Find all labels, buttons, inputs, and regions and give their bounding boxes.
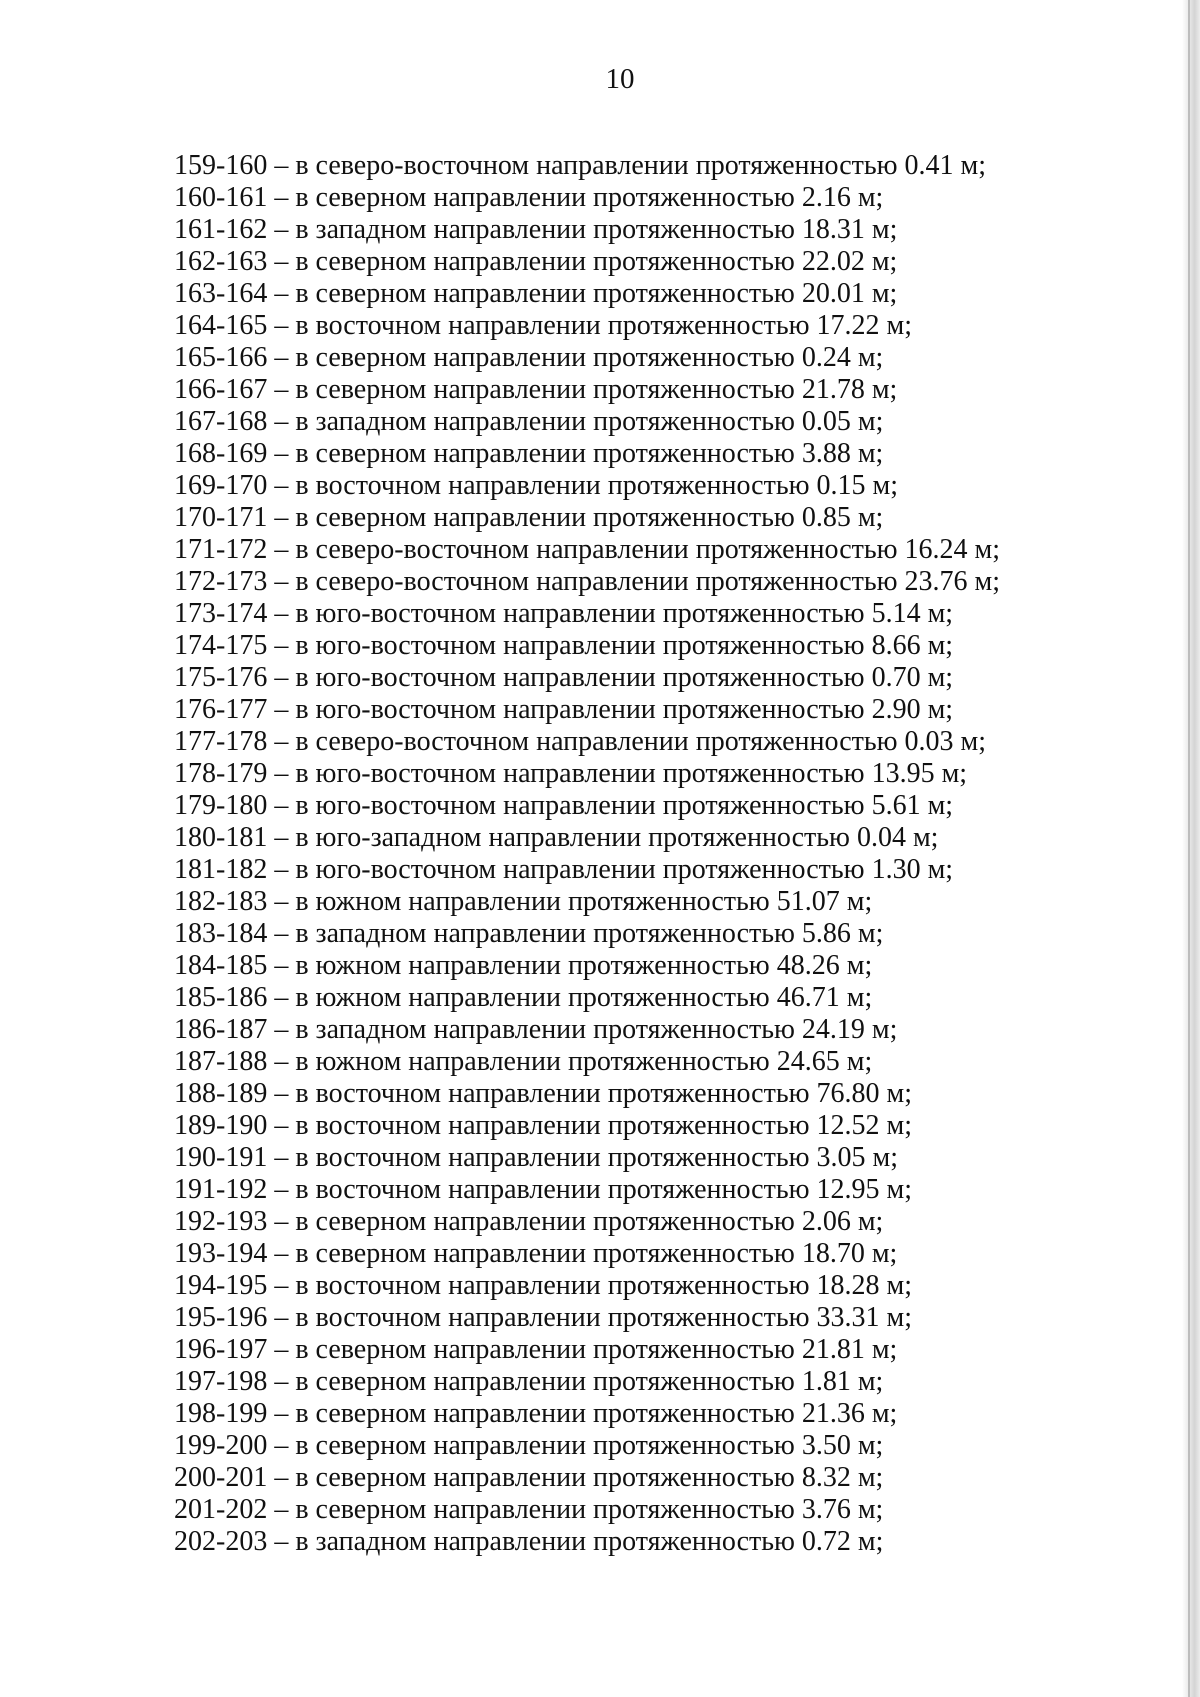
boundary-segment-entry: 170-171 – в северном направлении протяженностью 0.85 м; <box>174 502 884 533</box>
boundary-segment-entry: 189-190 – в восточном направлении протяженностью 12.52 м; <box>174 1110 913 1141</box>
boundary-segment-entry: 178-179 – в юго-восточном направлении протяженностью 13.95 м; <box>174 758 968 789</box>
boundary-segment-entry: 179-180 – в юго-восточном направлении протяженностью 5.61 м; <box>174 790 954 821</box>
boundary-segment-entry: 185-186 – в южном направлении протяженностью 46.71 м; <box>174 982 873 1013</box>
boundary-segment-entry: 174-175 – в юго-восточном направлении протяженностью 8.66 м; <box>174 630 954 661</box>
boundary-segment-entry: 159-160 – в северо-восточном направлении протяженностью 0.41 м; <box>174 150 987 181</box>
boundary-segment-entry: 164-165 – в восточном направлении протяженностью 17.22 м; <box>174 310 913 341</box>
boundary-segment-entry: 169-170 – в восточном направлении протяженностью 0.15 м; <box>174 470 899 501</box>
boundary-segment-entry: 188-189 – в восточном направлении протяженностью 76.80 м; <box>174 1078 913 1109</box>
boundary-segment-entry: 194-195 – в восточном направлении протяженностью 18.28 м; <box>174 1270 913 1301</box>
boundary-segment-entry: 202-203 – в западном направлении протяженностью 0.72 м; <box>174 1526 884 1557</box>
boundary-segment-entry: 182-183 – в южном направлении протяженностью 51.07 м; <box>174 886 873 917</box>
boundary-segment-list <box>174 150 1134 1558</box>
boundary-segment-entry: 177-178 – в северо-восточном направлении протяженностью 0.03 м; <box>174 726 987 757</box>
boundary-segment-entry: 201-202 – в северном направлении протяженностью 3.76 м; <box>174 1494 884 1525</box>
boundary-segment-entry: 193-194 – в северном направлении протяженностью 18.70 м; <box>174 1238 898 1269</box>
boundary-segment-entry: 195-196 – в восточном направлении протяженностью 33.31 м; <box>174 1302 913 1333</box>
page-number: 10 <box>605 63 635 95</box>
boundary-segment-entry: 172-173 – в северо-восточном направлении протяженностью 23.76 м; <box>174 566 1001 597</box>
boundary-segment-entry: 175-176 – в юго-восточном направлении протяженностью 0.70 м; <box>174 662 954 693</box>
scan-edge-line <box>1188 0 1190 1697</box>
boundary-segment-entry: 186-187 – в западном направлении протяженностью 24.19 м; <box>174 1014 898 1045</box>
boundary-segment-entry: 181-182 – в юго-восточном направлении протяженностью 1.30 м; <box>174 854 954 885</box>
scan-edge <box>1182 0 1200 1697</box>
boundary-segment-entry: 183-184 – в западном направлении протяженностью 5.86 м; <box>174 918 884 949</box>
boundary-segment-entry: 168-169 – в северном направлении протяженностью 3.88 м; <box>174 438 884 469</box>
boundary-segment-entry: 173-174 – в юго-восточном направлении протяженностью 5.14 м; <box>174 598 954 629</box>
boundary-segment-entry: 192-193 – в северном направлении протяженностью 2.06 м; <box>174 1206 884 1237</box>
boundary-segment-entry: 163-164 – в северном направлении протяженностью 20.01 м; <box>174 278 898 309</box>
boundary-segment-entry: 167-168 – в западном направлении протяженностью 0.05 м; <box>174 406 884 437</box>
boundary-segment-entry: 171-172 – в северо-восточном направлении протяженностью 16.24 м; <box>174 534 1001 565</box>
boundary-segment-entry: 190-191 – в восточном направлении протяженностью 3.05 м; <box>174 1142 899 1173</box>
boundary-segment-entry: 184-185 – в южном направлении протяженностью 48.26 м; <box>174 950 873 981</box>
boundary-segment-entry: 199-200 – в северном направлении протяженностью 3.50 м; <box>174 1430 884 1461</box>
boundary-segment-entry: 196-197 – в северном направлении протяженностью 21.81 м; <box>174 1334 898 1365</box>
boundary-segment-entry: 160-161 – в северном направлении протяженностью 2.16 м; <box>174 182 884 213</box>
boundary-segment-entry: 200-201 – в северном направлении протяженностью 8.32 м; <box>174 1462 884 1493</box>
boundary-segment-entry: 197-198 – в северном направлении протяженностью 1.81 м; <box>174 1366 884 1397</box>
boundary-segment-entry: 191-192 – в восточном направлении протяженностью 12.95 м; <box>174 1174 913 1205</box>
boundary-segment-entry: 176-177 – в юго-восточном направлении протяженностью 2.90 м; <box>174 694 954 725</box>
boundary-segment-entry: 161-162 – в западном направлении протяженностью 18.31 м; <box>174 214 898 245</box>
boundary-segment-entry: 165-166 – в северном направлении протяженностью 0.24 м; <box>174 342 884 373</box>
boundary-segment-entry: 187-188 – в южном направлении протяженностью 24.65 м; <box>174 1046 873 1077</box>
boundary-segment-entry: 180-181 – в юго-западном направлении протяженностью 0.04 м; <box>174 822 939 853</box>
boundary-segment-entry: 166-167 – в северном направлении протяженностью 21.78 м; <box>174 374 898 405</box>
boundary-segment-entry: 198-199 – в северном направлении протяженностью 21.36 м; <box>174 1398 898 1429</box>
boundary-segment-entry: 162-163 – в северном направлении протяженностью 22.02 м; <box>174 246 898 277</box>
